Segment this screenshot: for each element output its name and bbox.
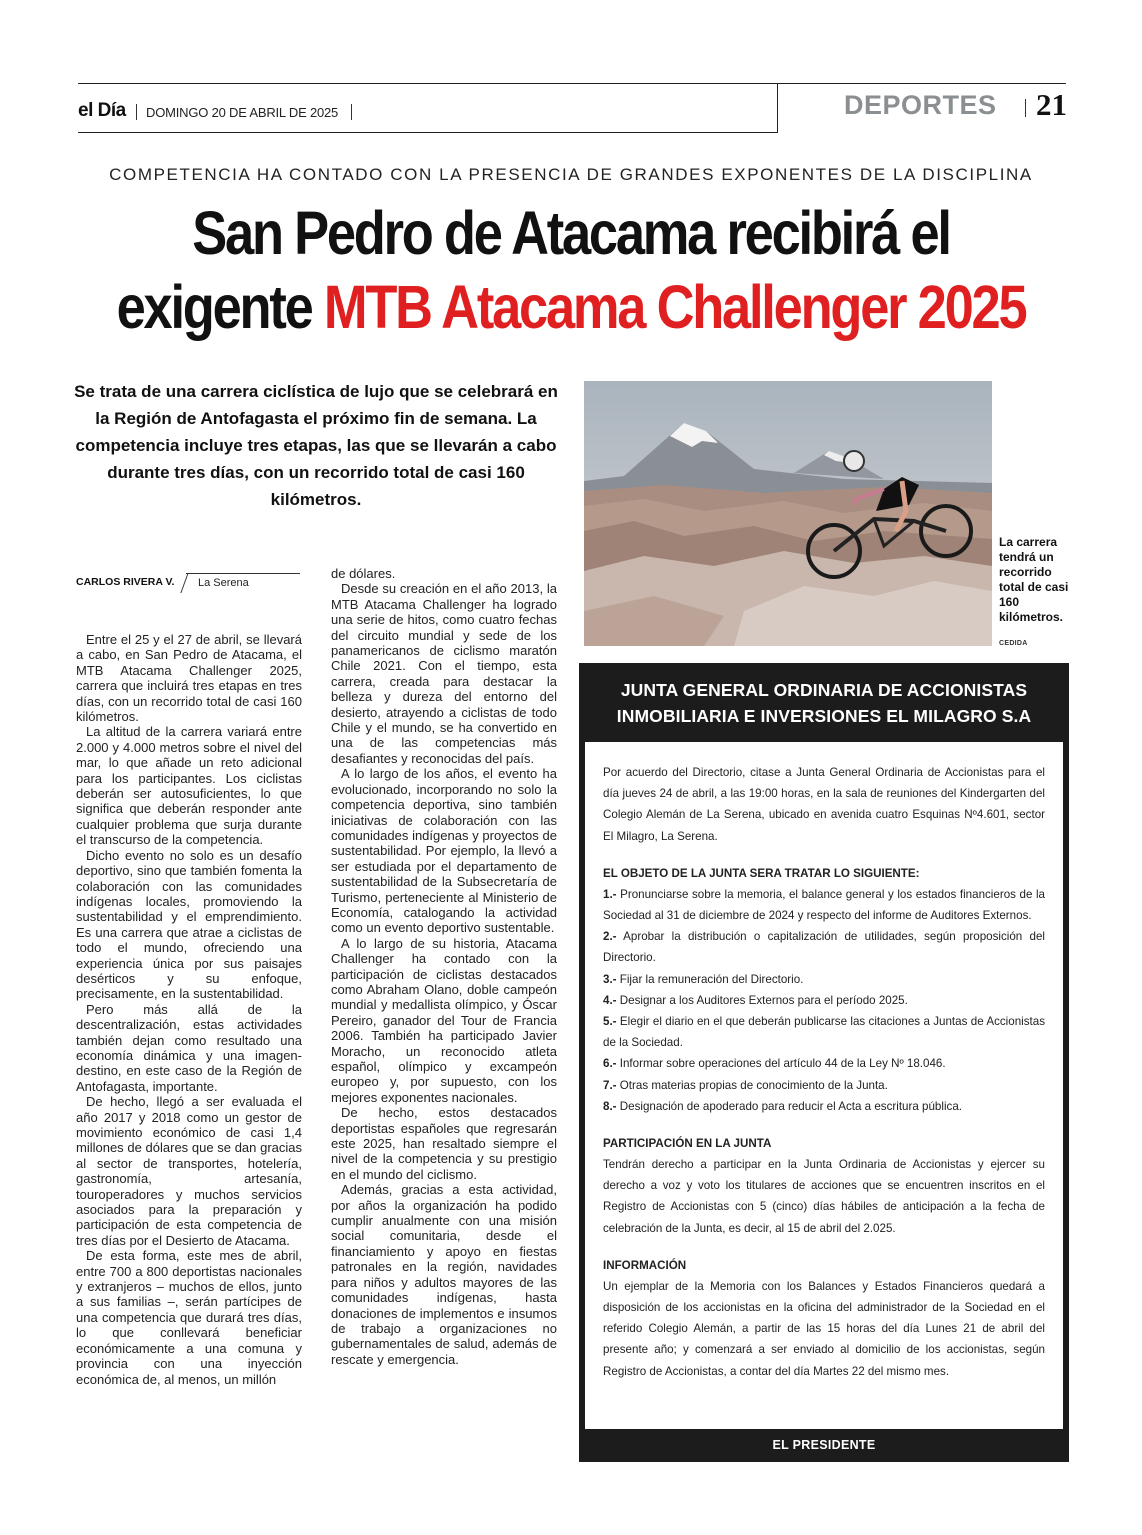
agenda-item-number: 2.- (603, 930, 617, 944)
author-location: La Serena (198, 577, 249, 589)
agenda-item-text: Informar sobre operaciones del artículo 44 de la Ley Nº 18.046. (619, 1057, 946, 1071)
shareholders-meeting-notice (579, 663, 1069, 1462)
info-heading: INFORMACIÓN (603, 1258, 687, 1272)
paragraph: De hecho, estos destacados deportistas españoles que regresarán este 2025, han resaltado siempre el nivel de la competencia y su prestigio en el mundo del ciclismo. (331, 1105, 557, 1182)
paragraph: A lo largo de su historia, Atacama Challenger ha contado con la participación de ciclistas destacados como Abraham Olano, doble campeón mundial y medallista olímpico, y Óscar Pereiro, ganador del Tour de Francia 2006. También ha participado Javier Moracho, un reconocido atleta español, olímpico y excampeón europeo y, por supuesto, con los mejores exponentes nacionales. (331, 935, 557, 1105)
photo-credit: CEDIDA (999, 640, 1028, 647)
agenda-item-number: 8.- (603, 1099, 617, 1113)
headline-black-part: exigente (116, 273, 324, 341)
agenda-item (603, 1011, 1045, 1053)
agenda-item-number: 5.- (603, 1015, 617, 1029)
agenda-item (603, 1075, 1045, 1096)
notice-title (579, 677, 1069, 729)
paragraph: Entre el 25 y el 27 de abril, se llevará a cabo, en San Pedro de Atacama, el MTB Atacama Challenger 2025, carrera que incluirá tres etapas en tres días, con un recorrido total de casi 160 kilómetros. (76, 632, 302, 725)
agenda-item-text: Designación de apoderado para reducir el Acta a escritura pública. (619, 1099, 962, 1113)
header-rule-top (78, 83, 1066, 84)
article-photo (584, 381, 992, 646)
info-text: Un ejemplar de la Memoria con los Balances y Estados Financieros quedará a disposición de los accionistas en la oficina del administrador de la Sociedad en el referido Colegio Alemán, a partir de las 15 horas del día Lunes 21 de abril del presente año; y comenzará a ser enviado al domicilio de los accionistas, según Registro de Accionistas, a contar del día Martes 22 del mismo mes. (603, 1279, 1045, 1378)
paragraph: A lo largo de los años, el evento ha evolucionado, incorporando no solo la competencia deportiva, sino también iniciativas de colaboración con las comunidades indígenas y proyectos de sustentabilidad. Por ejemplo, la llevó a ser estudiada por el departamento de sustentabilidad de la Subsecretaría de Turismo, perteneciente al Ministerio de Economía, catalogando la actividad como un evento deportivo sustentable. (331, 766, 557, 936)
notice-title-line-1: JUNTA GENERAL ORDINARIA DE ACCIONISTAS (620, 680, 1028, 700)
agenda-item (603, 990, 1045, 1011)
agenda-item-number: 1.- (603, 887, 617, 901)
notice-signature: EL PRESIDENTE (772, 1438, 876, 1452)
article-lead: Se trata de una carrera ciclística de lujo que se celebrará en la Región de Antofagasta el próximo fin de semana. La competencia incluye tres etapas, las que se llevarán a cabo durante tres días, con un recorrido total de casi 160 kilómetros. (74, 382, 558, 509)
notice-title-line-2: INMOBILIARIA E INVERSIONES EL MILAGRO S.A (616, 706, 1032, 726)
agenda-item (603, 969, 1045, 990)
agenda-item (603, 1053, 1045, 1074)
agenda-list (603, 884, 1045, 1117)
article-column-1 (76, 632, 302, 1387)
paragraph-continuation: de dólares. (331, 566, 396, 581)
paragraph: De esta forma, este mes de abril, entre 700 a 800 deportistas nacionales y extranjeros – muchos de ellos, junto a sus familias –, serán partícipes de una competencia que durará tres días, lo que conllevará beneficiar económicamente a una comuna y provincia con una inyección económica de, al menos, un millón (76, 1248, 302, 1387)
byline-slash (180, 573, 188, 593)
byline-rule (186, 573, 300, 574)
newspaper-logo: el Día (78, 100, 126, 121)
headline-line-2 (114, 270, 1027, 344)
article-kicker: COMPETENCIA HA CONTADO CON LA PRESENCIA DE GRANDES EXPONENTES DE LA DISCIPLINA (109, 165, 1033, 184)
agenda-item-text: Elegir el diario en el que deberán publicarse las citaciones a Juntas de Accionistas de la Sociedad. (603, 1015, 1045, 1050)
agenda-item (603, 926, 1045, 968)
agenda-item-number: 3.- (603, 972, 617, 986)
paragraph: Además, gracias a esta actividad, por años la organización ha podido cumplir anualmente con una misión social comunitaria, desde el financiamiento y apoyo en fiestas patronales en la región, navidades para niños y adultos mayores de las comunidades indígenas, hasta donaciones de implementos e insumos de trabajo a organizaciones no gubernamentales de salud, además de rescate y emergencia. (331, 1182, 557, 1367)
headline-line-1: San Pedro de Atacama recibirá el (192, 199, 950, 267)
notice-intro: Por acuerdo del Directorio, citase a Junta General Ordinaria de Accionistas para el día jueves 24 de abril, a las 19:00 horas, en la sala de reuniones del Kindergarten del Colegio Alemán de La Serena, ubicado en avenida cuatro Esquinas Nº4.601, sector El Milagro, La Serena. (603, 766, 1045, 843)
author-name: CARLOS RIVERA V. (76, 576, 175, 588)
header-rule-bottom (78, 132, 778, 133)
agenda-item-text: Aprobar la distribución o capitalización de utilidades, según proposición del Directorio. (603, 930, 1045, 965)
paragraph: De hecho, llegó a ser evaluada el año 2017 y 2018 como un gestor de movimiento económico de casi 1,4 millones de dólares que se dan gracias al sector de transportes, hotelería, gastronomía, artesanía, touroperadores y muchos servicios asociados para la preparación y participación de esta competencia de tres días por el Desierto de Atacama. (76, 1094, 302, 1248)
agenda-item-text: Pronunciarse sobre la memoria, el balance general y los estados financieros de la Sociedad al 31 de diciembre de 2024 y respecto del informe de Auditores Externos. (603, 887, 1045, 923)
headline-red-part: MTB Atacama Challenger 2025 (323, 273, 1026, 341)
header-separator (351, 104, 352, 120)
agenda-item-text: Designar a los Auditores Externos para el período 2025. (619, 993, 908, 1007)
agenda-item-number: 6.- (603, 1057, 617, 1071)
header-separator (1025, 99, 1026, 117)
participation-text: Tendrán derecho a participar en la Junta Ordinaria de Accionistas y ejercer su derecho a voz y voto los titulares de acciones que se encuentren inscritos en el Registro de Accionistas con 5 (cinco) días hábiles de anticipación a la fecha de celebración de la Junta, es decir, al 15 de abril del 2.025. (603, 1158, 1045, 1235)
participation-heading: PARTICIPACIÓN EN LA JUNTA (603, 1137, 772, 1151)
paragraph: La altitud de la carrera variará entre 2.000 y 4.000 metros sobre el nivel del mar, lo que añade un reto adicional para los participantes. Los ciclistas deberán ser autosuficientes, lo que significa que deberán responder ante cualquier problema que surja durante el transcurso de la competencia. (76, 724, 302, 848)
agenda-item-number: 7.- (603, 1078, 617, 1092)
notice-body (585, 742, 1063, 1429)
agenda-item-text: Otras materias propias de conocimiento de la Junta. (619, 1078, 888, 1092)
paragraph: Desde su creación en el año 2013, la MTB Atacama Challenger ha logrado una serie de hitos, como cuatro fechas del circuito mundial y sede de los panamericanos de ciclismo maratón Chile 2021. Con el tiempo, esta carrera, creada para destacar la belleza y dureza del entorno del desierto, atrayendo a ciclistas de todo Chile y el mundo, se ha convertido en una de las competencias más desafiantes y reconocidas del país. (331, 581, 557, 766)
objects-heading: EL OBJETO DE LA JUNTA SERA TRATAR LO SIGUIENTE: (603, 866, 920, 880)
paragraph: Dicho evento no solo es un desafío deportivo, sino que también fomenta la colaboración con las comunidades indígenas locales, promoviendo la sustentabilidad y el emprendimiento. Es una carrera que atrae a ciclistas de todo el mundo, ofreciendo una experiencia única por sus paisajes desérticos y su enfoque, precisamente, en la sustentabilidad. (76, 847, 302, 1002)
agenda-item (603, 884, 1045, 926)
cyclist-desert-image (584, 381, 992, 646)
photo-caption: La carrera tendrá un recorrido total de casi 160 kilómetros. (999, 535, 1069, 624)
section-name: DEPORTES (844, 90, 997, 120)
article-column-2 (331, 566, 557, 1367)
agenda-item (603, 1096, 1045, 1117)
agenda-item-text: Fijar la remuneración del Directorio. (619, 972, 804, 986)
paragraph: Pero más allá de la descentralización, estas actividades también dejan como resultado una economía dinámica y una imagen-destino, en este caso de la Región de Antofagasta, importante. (76, 1001, 302, 1094)
header-divider (777, 83, 778, 133)
publication-date: DOMINGO 20 DE ABRIL DE 2025 (146, 105, 339, 120)
page-number: 21 (1036, 87, 1067, 122)
agenda-item-number: 4.- (603, 993, 617, 1007)
header-separator (136, 104, 137, 120)
article-headline (114, 196, 1027, 344)
